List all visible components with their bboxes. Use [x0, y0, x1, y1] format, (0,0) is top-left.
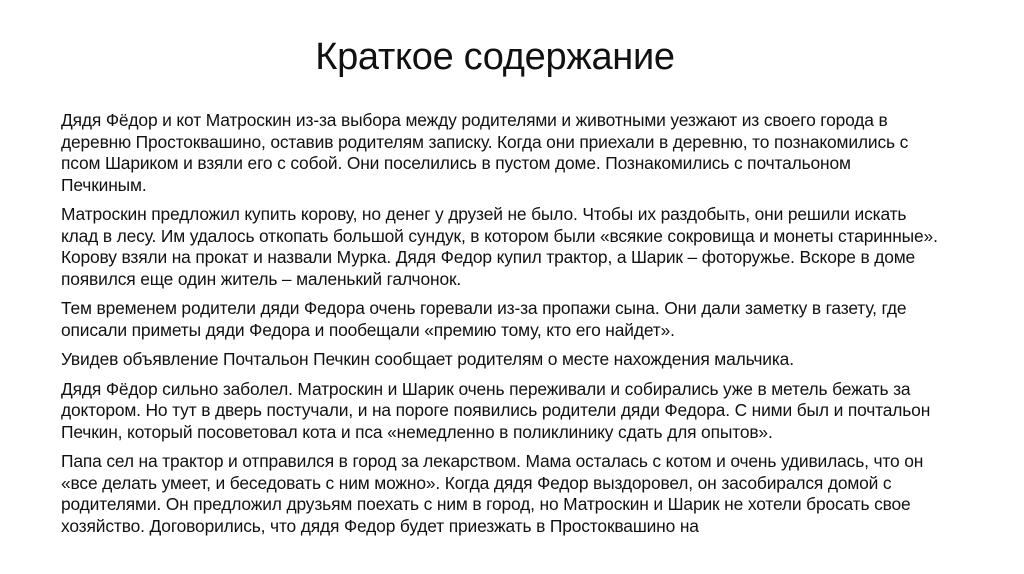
slide-body [61, 110, 941, 545]
paragraph-6: Папа сел на трактор и отправился в город за лекарством. Мама осталась с котом и очень удивилась, что он «все делать умеет, и беседовать с ним можно». Когда дядя Федор выздоровел, он засобирался домой с родителями. Он предложил друзьям поехать с ним в город, но Матроскин и Шарик не хотели бросать свое хозяйство. Договорились, что дядя Федор будет приезжать в Простоквашино на [61, 451, 924, 536]
paragraph-4: Увидев объявление Почтальон Печкин сообщает родителям о месте нахождения мальчика. [61, 349, 794, 369]
paragraph-1: Дядя Фёдор и кот Матроскин из-за выбора между родителями и животными уезжают из своего города в деревню Простоквашино, оставив родителям записку. Когда они приехали в деревню, то познакомились с псом Шариком и взяли его с собой. Они поселились в пустом доме. Познакомились с почтальоном Печкиным. [61, 110, 909, 195]
paragraph-2: Матроскин предложил купить корову, но денег у друзей не было. Чтобы их раздобыть, они решили искать клад в лесу. Им удалось откопать большой сундук, в котором были «всякие сокровища и монеты старинные». Корову взяли на прокат и назвали Мурка. Дядя Федор купил трактор, а Шарик – фоторужье. Вскоре в доме появился еще один житель – маленький галчонок. [61, 204, 938, 289]
paragraph-5: Дядя Фёдор сильно заболел. Матроскин и Шарик очень переживали и собирались уже в метель бежать за доктором. Но тут в дверь постучали, и на пороге появились родители дяди Федора. С ними был и почтальон Печкин, который посоветовал кота и пса «немедленно в поликлинику сдать для опытов». [61, 378, 931, 442]
paragraph-3: Тем временем родители дяди Федора очень горевали из-за пропажи сына. Они дали заметку в газету, где описали приметы дяди Федора и пообещали «премию тому, кто его найдет». [61, 298, 907, 340]
slide-title: Краткое содержание [315, 36, 675, 78]
